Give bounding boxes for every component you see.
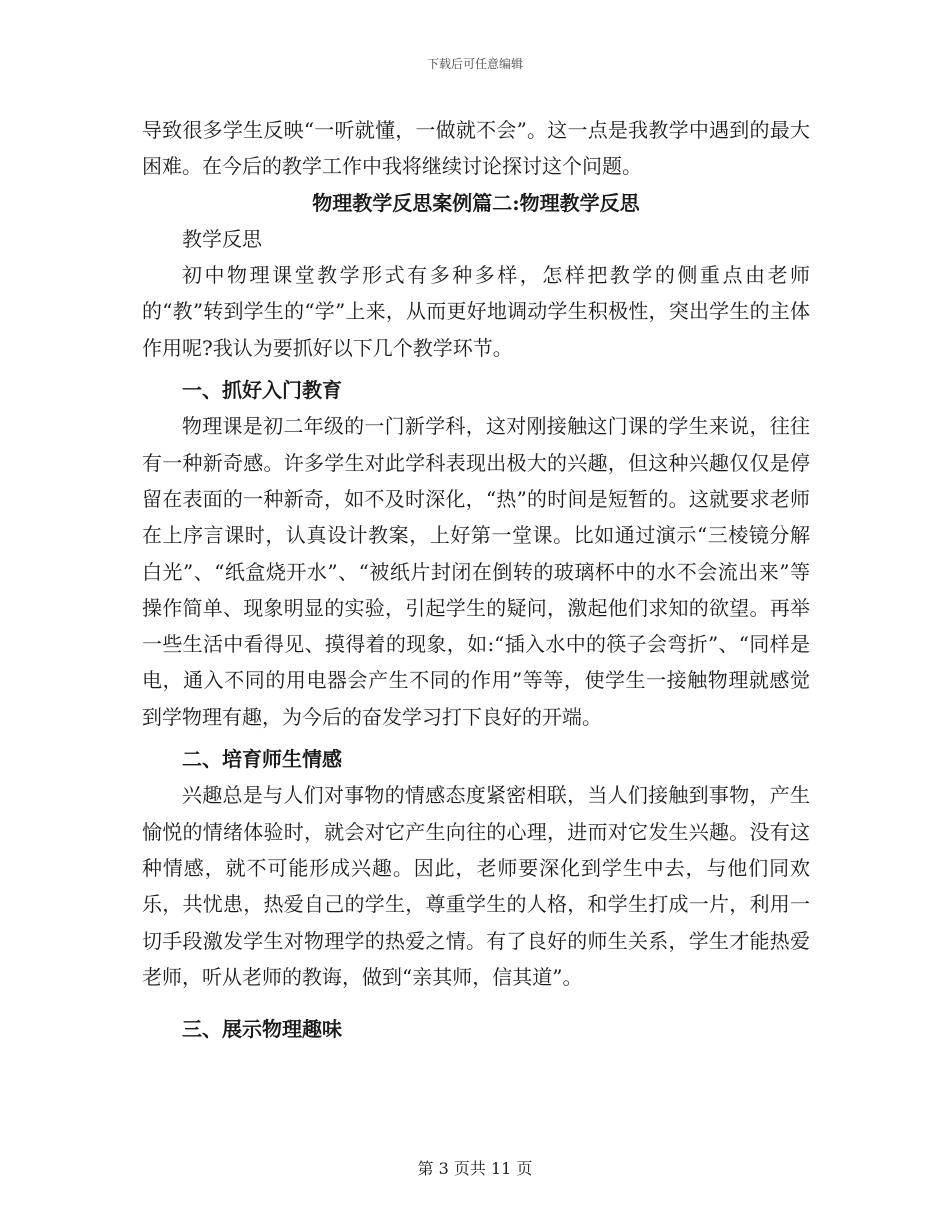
paragraph-continued: 导致很多学生反映“一听就懂，一做就不会”。这一点是我教学中遇到的最大困难。在今后的教学工作中我将继续讨论探讨这个问题。 — [142, 118, 810, 179]
heading-physics-interest: 三、展示物理趣味 — [182, 1017, 342, 1042]
heading-teacher-student-emotion: 二、培育师生情感 — [182, 747, 342, 772]
page-header: 下载后可任意编辑 — [426, 57, 523, 71]
document-body — [142, 112, 810, 1047]
paragraph-intro: 初中物理课堂教学形式有多种多样，怎样把教学的侧重点由老师的“教”转到学生的“学”上来，从而更好地调动学生积极性，突出学生的主体作用呢?我认为要抓好以下几个教学环节。 — [142, 263, 810, 360]
section-title: 物理教学反思案例篇二:物理教学反思 — [312, 190, 640, 215]
paragraph-entry-education: 物理课是初二年级的一门新学科，这对刚接触这门课的学生来说，往往有一种新奇感。许多学生对此学科表现出极大的兴趣，但这种兴趣仅仅是停留在表面的一种新奇，如不及时深化，“热”的时间是短暂的。这就要求老师在上序言课时，认真设计教案，上好第一堂课。比如通过演示“三棱镜分解白光”、“纸盒烧开水”、“被纸片封闭在倒转的玻璃杯中的水不会流出来”等操作简单、现象明显的实验，引起学生的疑问，激起他们求知的欲望。再举一些生活中看得见、摸得着的现象，如:“插入水中的筷子会弯折”、“同样是电，通入不同的用电器会产生不同的作用”等等，使学生一接触物理就感觉到学物理有趣，为今后的奋发学习打下良好的开端。 — [142, 414, 810, 729]
heading-entry-education: 一、抓好入门教育 — [182, 378, 342, 403]
page-footer: 第 3 页共 11 页 — [417, 1159, 533, 1178]
paragraph-label: 教学反思 — [182, 226, 262, 251]
paragraph-teacher-student-emotion: 兴趣总是与人们对事物的情感态度紧密相联，当人们接触到事物，产生愉悦的情绪体验时，就会对它产生向往的心理，进而对它发生兴趣。没有这种情感，就不可能形成兴趣。因此，老师要深化到学生中去，与他们同欢乐，共忧患，热爱自己的学生，尊重学生的人格，和学生打成一片，利用一切手段激发学生对物理学的热爱之情。有了良好的师生关系，学生才能热爱老师，听从老师的教诲，做到“亲其师，信其道”。 — [142, 783, 810, 989]
